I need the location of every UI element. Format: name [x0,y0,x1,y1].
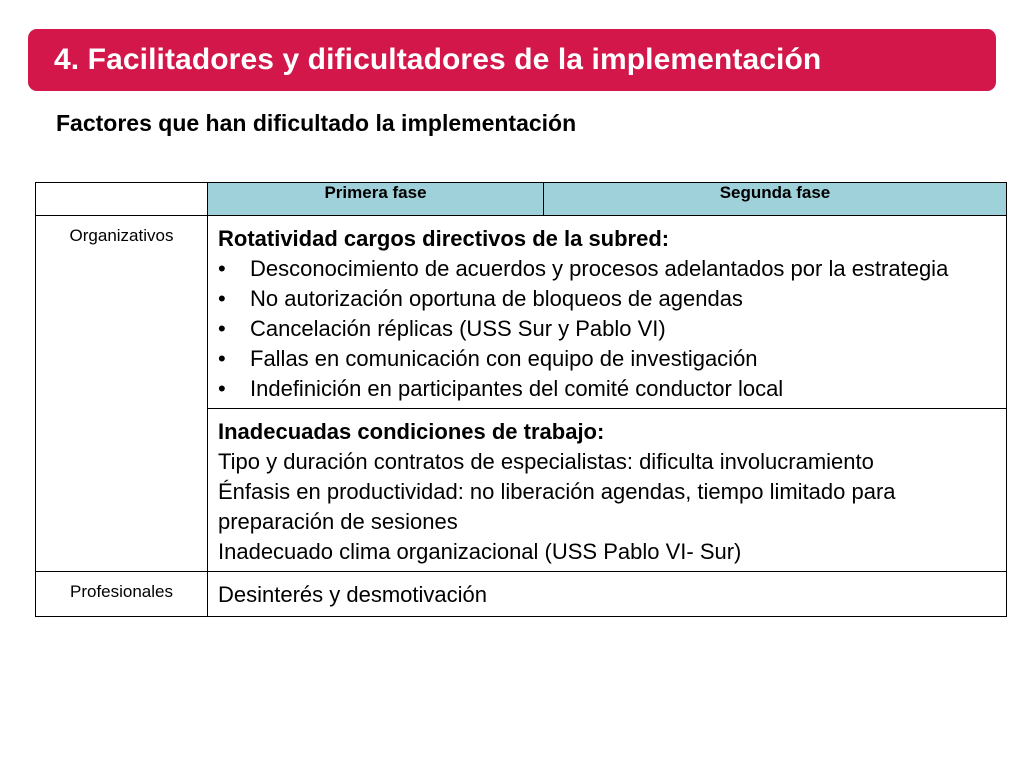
bullet-icon: • [218,286,226,311]
table-row-profesionales [36,572,1007,617]
row-label-profesionales: Profesionales [36,572,208,617]
list-item [218,284,996,314]
list-item [218,374,996,404]
list-item-text: Fallas en comunicación con equipo de investigación [250,346,758,371]
bullet-list [218,254,996,404]
row-label-organizativos: Organizativos [36,216,208,572]
block-heading: Inadecuadas condiciones de trabajo: [218,419,605,444]
bullet-icon: • [218,316,226,341]
list-item-text: Cancelación réplicas (USS Sur y Pablo VI) [250,316,666,341]
table-corner-cell [36,183,208,216]
table-header-row [36,183,1007,216]
title-bar [28,29,996,91]
text-line: Tipo y duración contratos de especialistas: dificulta involucramiento [218,449,874,474]
slide-subtitle: Factores que han dificultado la implementación [56,110,577,136]
header-primera-fase: Primera fase [208,183,544,216]
factors-table [35,182,1007,617]
bullet-icon: • [218,376,226,401]
list-item [218,344,996,374]
block-condiciones-trabajo [208,409,1007,572]
list-item [218,254,996,284]
text-line: Énfasis en productividad: no liberación agendas, tiempo limitado para preparación de sesiones [218,479,896,534]
bullet-icon: • [218,346,226,371]
list-item [218,314,996,344]
text-line: Inadecuado clima organizacional (USS Pablo VI- Sur) [218,539,742,564]
block-heading: Rotatividad cargos directivos de la subred: [218,226,670,251]
slide-title: 4. Facilitadores y dificultadores de la implementación [54,43,822,76]
list-item-text: Desconocimiento de acuerdos y procesos adelantados por la estrategia [250,256,949,281]
table-row-organizativos [36,216,1007,409]
list-item-text: No autorización oportuna de bloqueos de agendas [250,286,743,311]
block-profesionales: Desinterés y desmotivación [208,572,1007,617]
list-item-text: Indefinición en participantes del comité conductor local [250,376,784,401]
bullet-icon: • [218,256,226,281]
header-segunda-fase: Segunda fase [544,183,1007,216]
block-rotatividad [208,216,1007,409]
